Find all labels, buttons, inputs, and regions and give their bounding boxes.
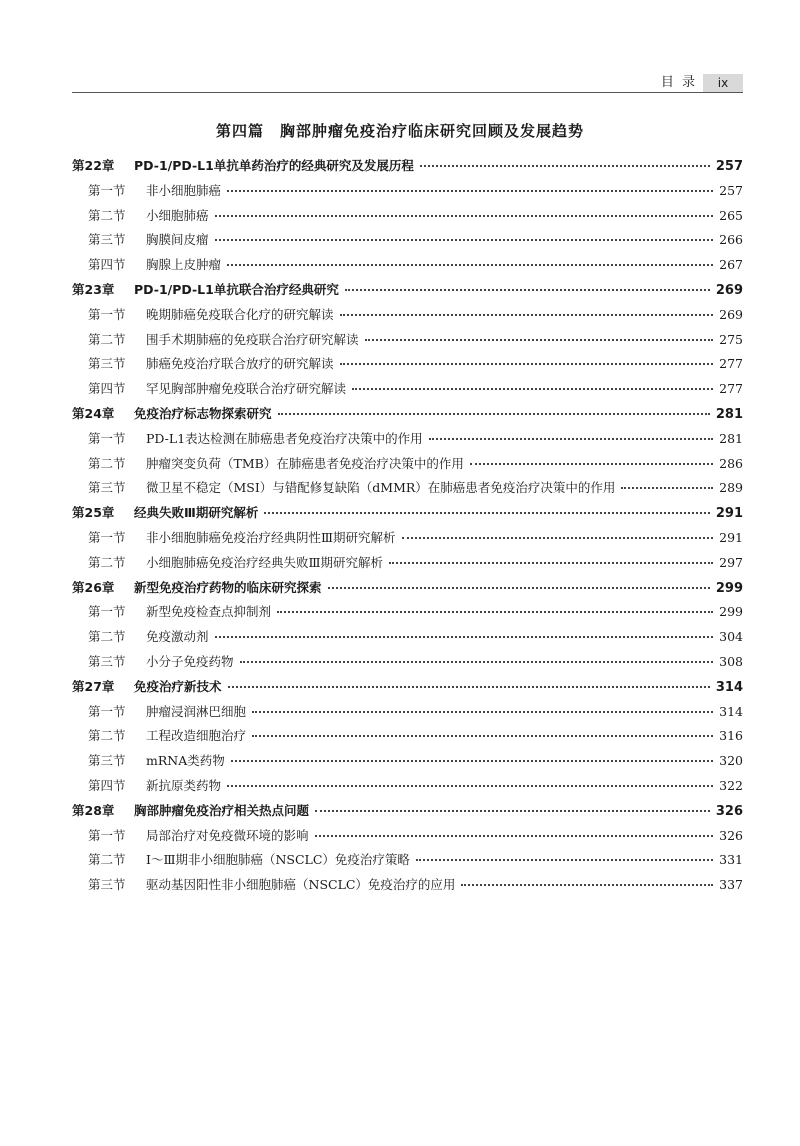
section-label: 第三节: [88, 356, 126, 372]
toc-section-entry[interactable]: [72, 206, 743, 231]
leader-dots: [429, 438, 713, 440]
section-title: mRNA类药物: [146, 753, 225, 769]
leader-dots: [461, 884, 713, 886]
section-label: 第一节: [88, 306, 126, 322]
toc-section-entry[interactable]: [72, 255, 743, 280]
section-title: 新抗原类药物: [146, 777, 222, 793]
section-title: 晚期肺癌免疫联合化疗的研究解读: [146, 306, 334, 322]
section-page-number: 289: [719, 480, 743, 496]
section-title: 工程改造细胞治疗: [146, 728, 247, 744]
section-title: Ⅰ～Ⅲ期非小细胞肺癌（NSCLC）免疫治疗策略: [146, 852, 410, 868]
section-label: 第三节: [88, 480, 126, 496]
toc-chapter-entry[interactable]: [72, 503, 743, 528]
chapter-page-number: 299: [715, 580, 743, 596]
leader-dots: [215, 636, 714, 638]
toc-section-entry[interactable]: [72, 751, 743, 776]
section-title: 新型免疫检查点抑制剂: [146, 604, 272, 620]
section-title: 微卫星不稳定（MSI）与错配修复缺陷（dMMR）在肺癌患者免疫治疗决策中的作用: [146, 480, 616, 496]
chapter-title: 胸部肿瘤免疫治疗相关热点问题: [134, 802, 310, 818]
chapter-label: 第24章: [72, 405, 115, 421]
section-page-number: 257: [719, 182, 743, 198]
leader-dots: [470, 463, 713, 465]
leader-dots: [365, 339, 714, 341]
section-title: 肺癌免疫治疗联合放疗的研究解读: [146, 356, 334, 372]
section-title: 小分子免疫药物: [146, 653, 234, 669]
header-section-label: 目 录: [660, 75, 697, 90]
chapter-page-number: 291: [715, 506, 743, 522]
toc-section-entry[interactable]: [72, 602, 743, 627]
section-page-number: 266: [719, 232, 743, 248]
section-page-number: 320: [719, 753, 743, 769]
leader-dots: [227, 785, 713, 787]
chapter-label: 第27章: [72, 678, 115, 694]
leader-dots: [621, 487, 713, 489]
section-page-number: 322: [719, 777, 743, 793]
leader-dots: [228, 686, 710, 688]
leader-dots: [215, 239, 714, 241]
section-title: 小细胞肺癌免疫治疗经典失败Ⅲ期研究解析: [146, 554, 384, 570]
section-label: 第四节: [88, 777, 126, 793]
section-title: 肿瘤浸润淋巴细胞: [146, 703, 247, 719]
leader-dots: [252, 735, 713, 737]
leader-dots: [231, 760, 713, 762]
toc-section-entry[interactable]: [72, 478, 743, 503]
section-page-number: 277: [719, 381, 743, 397]
section-label: 第三节: [88, 232, 126, 248]
toc-section-entry[interactable]: [72, 652, 743, 677]
section-label: 第一节: [88, 430, 126, 446]
leader-dots: [240, 661, 714, 663]
chapter-title: 经典失败Ⅲ期研究解析: [134, 505, 259, 521]
toc-section-entry[interactable]: [72, 379, 743, 404]
section-title: 围手术期肺癌的免疫联合治疗研究解读: [146, 331, 359, 347]
section-title: 非小细胞肺癌: [146, 182, 222, 198]
leader-dots: [352, 388, 713, 390]
section-page-number: 316: [719, 728, 743, 744]
leader-dots: [215, 215, 714, 217]
section-label: 第一节: [88, 703, 126, 719]
section-title: 小细胞肺癌: [146, 207, 209, 223]
leader-dots: [264, 512, 710, 514]
running-header: [72, 74, 743, 93]
section-page-number: 299: [719, 604, 743, 620]
leader-dots: [278, 413, 710, 415]
leader-dots: [402, 537, 714, 539]
leader-dots: [277, 611, 713, 613]
section-label: 第二节: [88, 728, 126, 744]
toc-section-entry[interactable]: [72, 875, 743, 900]
section-title: 肿瘤突变负荷（TMB）在肺癌患者免疫治疗决策中的作用: [146, 455, 464, 471]
section-page-number: 286: [719, 455, 743, 471]
toc-chapter-entry[interactable]: [72, 156, 743, 181]
section-label: 第三节: [88, 653, 126, 669]
chapter-title: 新型免疫治疗药物的临床研究探索: [134, 579, 322, 595]
leader-dots: [389, 562, 713, 564]
chapter-title: 免疫治疗标志物探索研究: [134, 405, 272, 421]
table-of-contents: [72, 156, 743, 900]
leader-dots: [315, 810, 710, 812]
section-label: 第一节: [88, 182, 126, 198]
toc-section-entry[interactable]: [72, 850, 743, 875]
section-page-number: 331: [719, 852, 743, 868]
chapter-label: 第22章: [72, 158, 115, 173]
section-title: 局部治疗对免疫微环境的影响: [146, 827, 309, 843]
section-label: 第三节: [88, 877, 126, 893]
leader-dots: [227, 190, 713, 192]
chapter-page-number: 257: [715, 159, 743, 174]
toc-section-entry[interactable]: [72, 305, 743, 330]
chapter-page-number: 314: [715, 679, 743, 695]
section-label: 第二节: [88, 207, 126, 223]
toc-section-entry[interactable]: [72, 429, 743, 454]
section-title: 罕见胸部肿瘤免疫联合治疗研究解读: [146, 381, 347, 397]
chapter-title: 免疫治疗新技术: [134, 678, 222, 694]
section-label: 第一节: [88, 827, 126, 843]
section-label: 第二节: [88, 331, 126, 347]
toc-chapter-entry[interactable]: [72, 578, 743, 603]
header-page-number: ix: [703, 74, 743, 92]
chapter-label: 第26章: [72, 579, 115, 595]
chapter-title: PD-1/PD-L1单抗联合治疗经典研究: [134, 281, 339, 297]
leader-dots: [420, 165, 710, 167]
leader-dots: [340, 363, 714, 365]
section-label: 第二节: [88, 852, 126, 868]
toc-section-entry[interactable]: [72, 726, 743, 751]
section-title: 非小细胞肺癌免疫治疗经典阴性Ⅲ期研究解析: [146, 529, 396, 545]
section-title: PD-L1表达检测在肺癌患者免疫治疗决策中的作用: [146, 430, 423, 446]
section-page-number: 308: [719, 653, 743, 669]
chapter-label: 第28章: [72, 802, 115, 818]
toc-section-entry[interactable]: [72, 776, 743, 801]
section-page-number: 281: [719, 430, 743, 446]
toc-chapter-entry[interactable]: [72, 404, 743, 429]
section-page-number: 291: [719, 529, 743, 545]
section-page-number: 337: [719, 877, 743, 893]
section-label: 第一节: [88, 604, 126, 620]
leader-dots: [345, 289, 710, 291]
toc-section-entry[interactable]: [72, 702, 743, 727]
section-page-number: 267: [719, 257, 743, 273]
section-label: 第二节: [88, 629, 126, 645]
chapter-label: 第23章: [72, 281, 115, 297]
toc-section-entry[interactable]: [72, 553, 743, 578]
toc-chapter-entry[interactable]: [72, 280, 743, 305]
toc-section-entry[interactable]: [72, 528, 743, 553]
toc-chapter-entry[interactable]: [72, 801, 743, 826]
chapter-page-number: 269: [715, 282, 743, 298]
section-page-number: 314: [719, 703, 743, 719]
section-page-number: 269: [719, 306, 743, 322]
chapter-page-number: 326: [715, 803, 743, 819]
chapter-page-number: 281: [715, 406, 743, 422]
toc-section-entry[interactable]: [72, 181, 743, 206]
section-label: 第二节: [88, 455, 126, 471]
toc-chapter-entry[interactable]: [72, 677, 743, 702]
section-page-number: 265: [719, 207, 743, 223]
chapter-title: PD-1/PD-L1单抗单药治疗的经典研究及发展历程: [134, 158, 414, 173]
toc-section-entry[interactable]: [72, 330, 743, 355]
leader-dots: [252, 711, 713, 713]
toc-section-entry[interactable]: [72, 354, 743, 379]
section-page-number: 275: [719, 331, 743, 347]
leader-dots: [328, 587, 710, 589]
section-title: 驱动基因阳性非小细胞肺癌（NSCLC）免疫治疗的应用: [146, 877, 456, 893]
section-label: 第四节: [88, 257, 126, 273]
section-page-number: 297: [719, 554, 743, 570]
section-title: 免疫激动剂: [146, 629, 209, 645]
section-title: 胸膜间皮瘤: [146, 232, 209, 248]
section-label: 第三节: [88, 753, 126, 769]
section-page-number: 304: [719, 629, 743, 645]
toc-section-entry[interactable]: [72, 230, 743, 255]
section-title: 胸腺上皮肿瘤: [146, 257, 222, 273]
section-page-number: 326: [719, 827, 743, 843]
section-label: 第一节: [88, 529, 126, 545]
toc-section-entry[interactable]: [72, 826, 743, 851]
leader-dots: [340, 314, 714, 316]
leader-dots: [227, 264, 713, 266]
leader-dots: [416, 859, 713, 861]
section-page-number: 277: [719, 356, 743, 372]
toc-section-entry[interactable]: [72, 454, 743, 479]
section-label: 第四节: [88, 381, 126, 397]
leader-dots: [315, 835, 714, 837]
chapter-label: 第25章: [72, 505, 115, 521]
section-label: 第二节: [88, 554, 126, 570]
toc-section-entry[interactable]: [72, 627, 743, 652]
part-title: 第四篇 胸部肿瘤免疫治疗临床研究回顾及发展趋势: [215, 122, 584, 140]
